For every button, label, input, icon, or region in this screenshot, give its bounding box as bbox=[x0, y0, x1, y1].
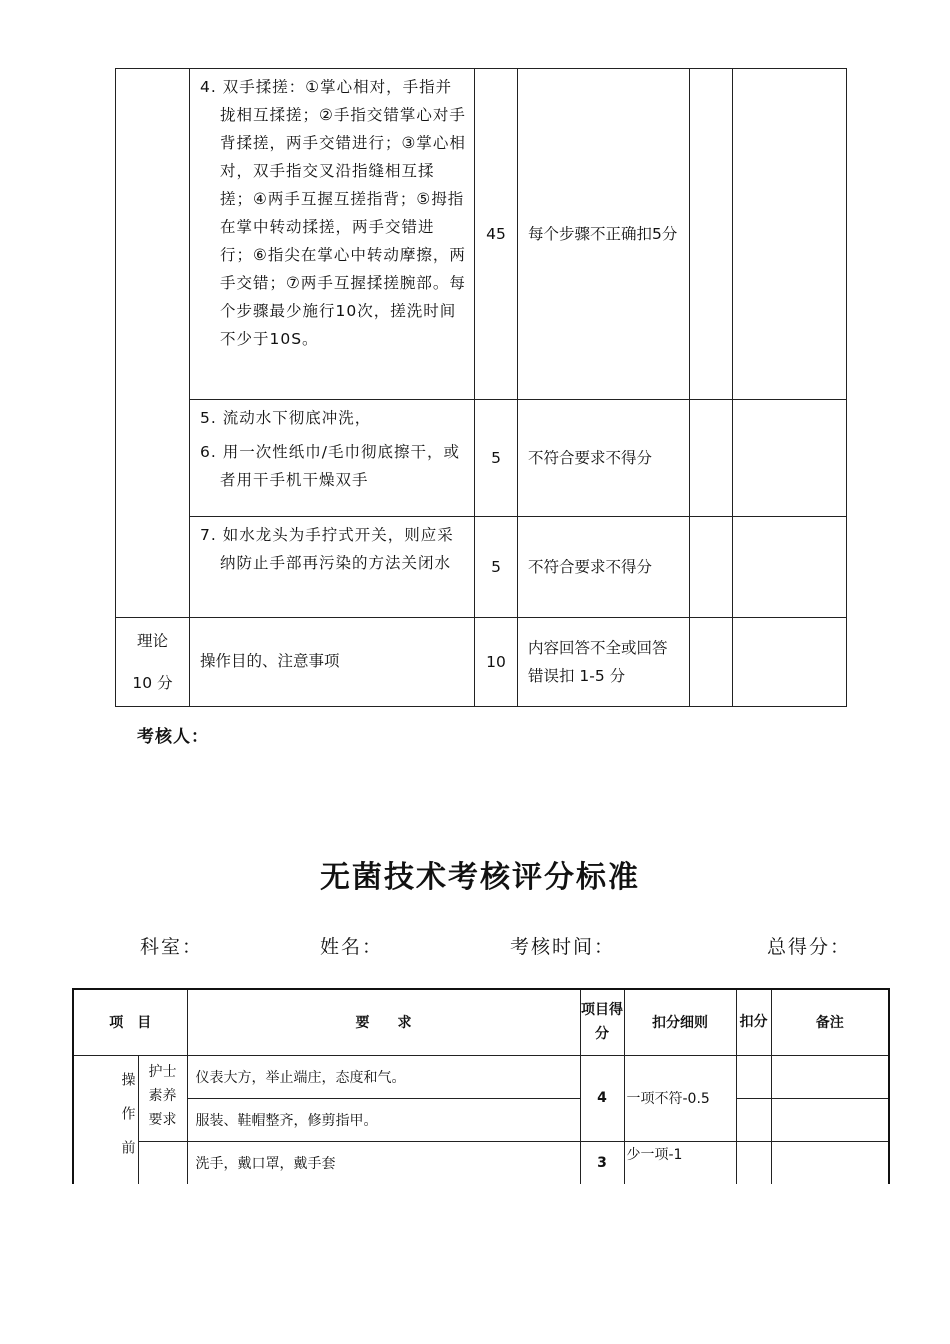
aseptic-technique-score-table bbox=[72, 988, 890, 1184]
requirement-appearance: 仪表大方，举止端庄，态度和气。 bbox=[187, 1055, 580, 1098]
theory-requirement: 操作目的、注意事项 bbox=[190, 618, 475, 707]
remark-cell-empty bbox=[733, 69, 847, 400]
header-deduction-detail: 扣分细则 bbox=[624, 989, 736, 1055]
deduct-cell-empty bbox=[690, 517, 733, 618]
requirement-step-6: 6. 用一次性纸巾/毛巾彻底擦干，或者用干手机干燥双手 bbox=[200, 443, 460, 489]
deduction-cell: 内容回答不全或回答错误扣 1-5 分 bbox=[518, 618, 690, 707]
deduction-cell: 不符合要求不得分 bbox=[518, 517, 690, 618]
deduct-cell-empty bbox=[690, 69, 733, 400]
item-score: 3 bbox=[580, 1141, 624, 1184]
requirement-attire: 服装、鞋帽整齐，修剪指甲。 bbox=[187, 1098, 580, 1141]
remark-cell-empty bbox=[733, 517, 847, 618]
group-nurse-quality: 护士素养要求 bbox=[138, 1055, 187, 1141]
requirement-step-4: 4. 双手揉搓：①掌心相对，手指并拢相互揉搓；②手指交错掌心对手背揉搓，两手交错进行；③掌心相对，双手指交叉沿指缝相互揉搓；④两手互握互搓指背；⑤拇指在掌中转动揉搓，两手交错进行；⑥指尖在掌心中转动摩擦，两手交错；⑦两手互握揉搓腕部。每个步骤最少施行10次，搓洗时间不少于10S。 bbox=[200, 78, 466, 348]
requirement-handwash: 洗手，戴口罩，戴手套 bbox=[187, 1141, 580, 1184]
remark-cell-empty bbox=[771, 1141, 889, 1184]
header-deduct: 扣分 bbox=[736, 989, 771, 1055]
score-cell: 5 bbox=[475, 517, 518, 618]
deduction-detail: 少一项-1 bbox=[624, 1141, 736, 1184]
remark-cell-empty bbox=[771, 1098, 889, 1141]
category-cell-empty bbox=[116, 69, 190, 618]
theory-label: 理论 bbox=[136, 632, 168, 650]
header-item: 项 目 bbox=[73, 989, 187, 1055]
remark-cell-empty bbox=[733, 618, 847, 707]
theory-category bbox=[116, 618, 190, 707]
deduct-cell-empty bbox=[736, 1055, 771, 1098]
reviewer-label: 考核人： bbox=[137, 727, 209, 747]
deduct-cell-empty bbox=[690, 618, 733, 707]
score-cell: 5 bbox=[475, 400, 518, 517]
score-cell: 45 bbox=[475, 69, 518, 400]
hand-wash-score-table bbox=[115, 68, 847, 707]
exam-time-field-label: 考核时间： bbox=[510, 936, 616, 958]
stage-pre-operation: 操作前 bbox=[73, 1055, 138, 1184]
deduction-cell: 每个步骤不正确扣5分 bbox=[518, 69, 690, 400]
requirement-step-5: 5. 流动水下彻底冲洗， bbox=[200, 409, 372, 427]
requirement-step-7: 7. 如水龙头为手拧式开关，则应采纳防止手部再污染的方法关闭水 bbox=[200, 526, 454, 572]
deduction-cell: 不符合要求不得分 bbox=[518, 400, 690, 517]
item-score: 4 bbox=[580, 1055, 624, 1141]
header-requirement: 要 求 bbox=[187, 989, 580, 1055]
deduct-cell-empty bbox=[690, 400, 733, 517]
deduct-cell-empty bbox=[736, 1098, 771, 1141]
dept-field-label: 科室： bbox=[140, 936, 204, 958]
header-remark: 备注 bbox=[771, 989, 889, 1055]
deduct-cell-empty bbox=[736, 1141, 771, 1184]
name-field-label: 姓名： bbox=[320, 936, 384, 958]
deduction-detail: 一项不符-0.5 bbox=[624, 1055, 736, 1141]
remark-cell-empty bbox=[733, 400, 847, 517]
remark-cell-empty bbox=[771, 1055, 889, 1098]
header-item-score: 项目得分 bbox=[580, 989, 624, 1055]
document-title: 无菌技术考核评分标准 bbox=[320, 860, 640, 895]
score-cell: 10 bbox=[475, 618, 518, 707]
total-score-field-label: 总得分： bbox=[767, 936, 852, 958]
theory-points: 10 分 bbox=[132, 674, 173, 692]
group-cell-empty bbox=[138, 1141, 187, 1184]
